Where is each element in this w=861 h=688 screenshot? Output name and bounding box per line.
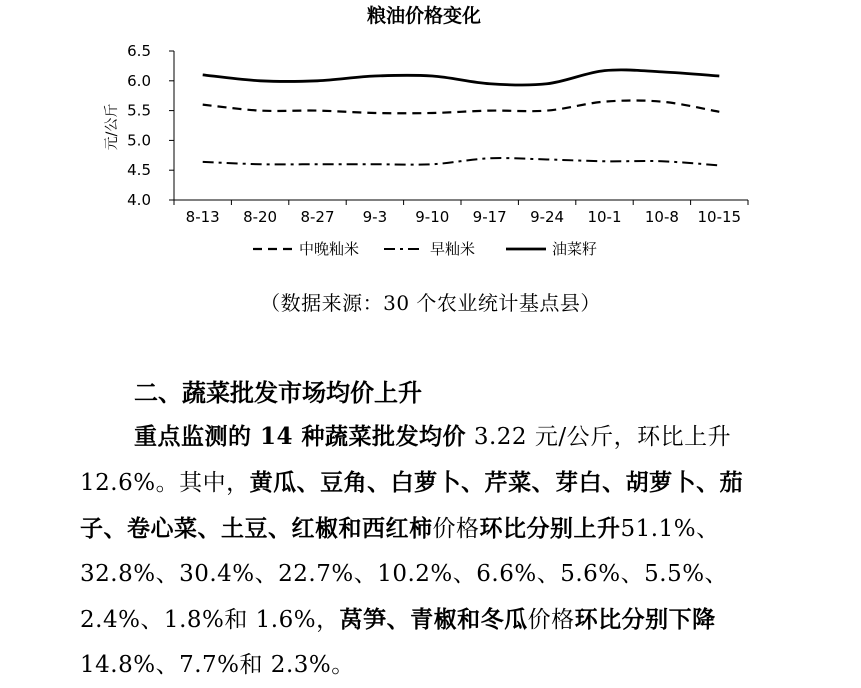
y-tick-label: 4.0 (127, 191, 151, 209)
grain-oil-price-chart (0, 0, 861, 270)
y-tick-label: 4.5 (127, 161, 151, 180)
body-text-span: 环比分别上升 (479, 515, 621, 542)
x-tick-label: 10-1 (587, 208, 622, 226)
x-tick-label: 9-3 (362, 208, 388, 226)
body-text-span: 2.4%、1.8%和 1.6%， (80, 607, 340, 633)
x-tick-label: 8-27 (300, 208, 335, 226)
section-body (80, 414, 780, 688)
y-tick-label: 6.0 (127, 71, 151, 90)
x-tick-label: 10-15 (697, 208, 742, 226)
y-tick-label: 6.5 (127, 42, 151, 60)
section-heading: 二、蔬菜批发市场均价上升 (134, 379, 422, 407)
x-tick-label: 9-17 (472, 208, 507, 226)
legend-label: 中晚籼米 (299, 240, 360, 258)
x-tick-labels (174, 200, 748, 226)
body-text-span: 环比分别下降 (574, 606, 716, 633)
body-text-span: 莴笋、青椒和冬瓜 (339, 606, 528, 633)
body-text-span: 51.1%、32.8%、30.4%、22.7%、10.2%、6.6%、5.6%、5.5%、 (80, 516, 729, 587)
chart-axes (174, 51, 748, 200)
body-text-span: 价格 (527, 607, 575, 633)
body-text-span: 黄瓜、豆角、白萝卜、芹菜、芽白、胡萝 (249, 469, 673, 496)
series-lines (203, 70, 720, 166)
x-tick-label: 8-20 (243, 208, 278, 226)
series-line (203, 158, 720, 165)
body-text-span: 价格 (432, 516, 480, 542)
body-text-span: 3.22 元/公斤，环比上 (466, 424, 708, 450)
y-tick-label: 5.5 (127, 101, 151, 120)
legend-label: 油菜籽 (552, 240, 598, 258)
chart-legend (253, 240, 597, 258)
body-text-span: 14.8%、7.7%和 2.3%。 (80, 652, 355, 678)
series-line (203, 70, 720, 85)
y-tick-label: 5.0 (127, 131, 151, 150)
x-tick-label: 9-10 (415, 208, 450, 226)
y-axis-label: 元/公斤 (104, 103, 120, 151)
series-line (203, 100, 720, 113)
body-text-span: 卜、茄子、卷心菜、土豆、红椒和西红柿 (80, 469, 744, 542)
x-tick-label: 10-8 (644, 208, 679, 226)
x-tick-label: 9-24 (530, 208, 565, 226)
body-text-span: 升 12.6%。其中， (80, 424, 732, 496)
body-text-span: 重点监测的 14 种蔬菜批发均价 (134, 423, 467, 450)
data-source-note: （数据来源：30 个农业统计基点县） (260, 291, 601, 315)
chart-title: 粮油价格变化 (366, 5, 482, 27)
x-tick-label: 8-13 (185, 208, 220, 226)
y-tick-labels (127, 42, 174, 209)
legend-label: 早籼米 (430, 240, 476, 258)
